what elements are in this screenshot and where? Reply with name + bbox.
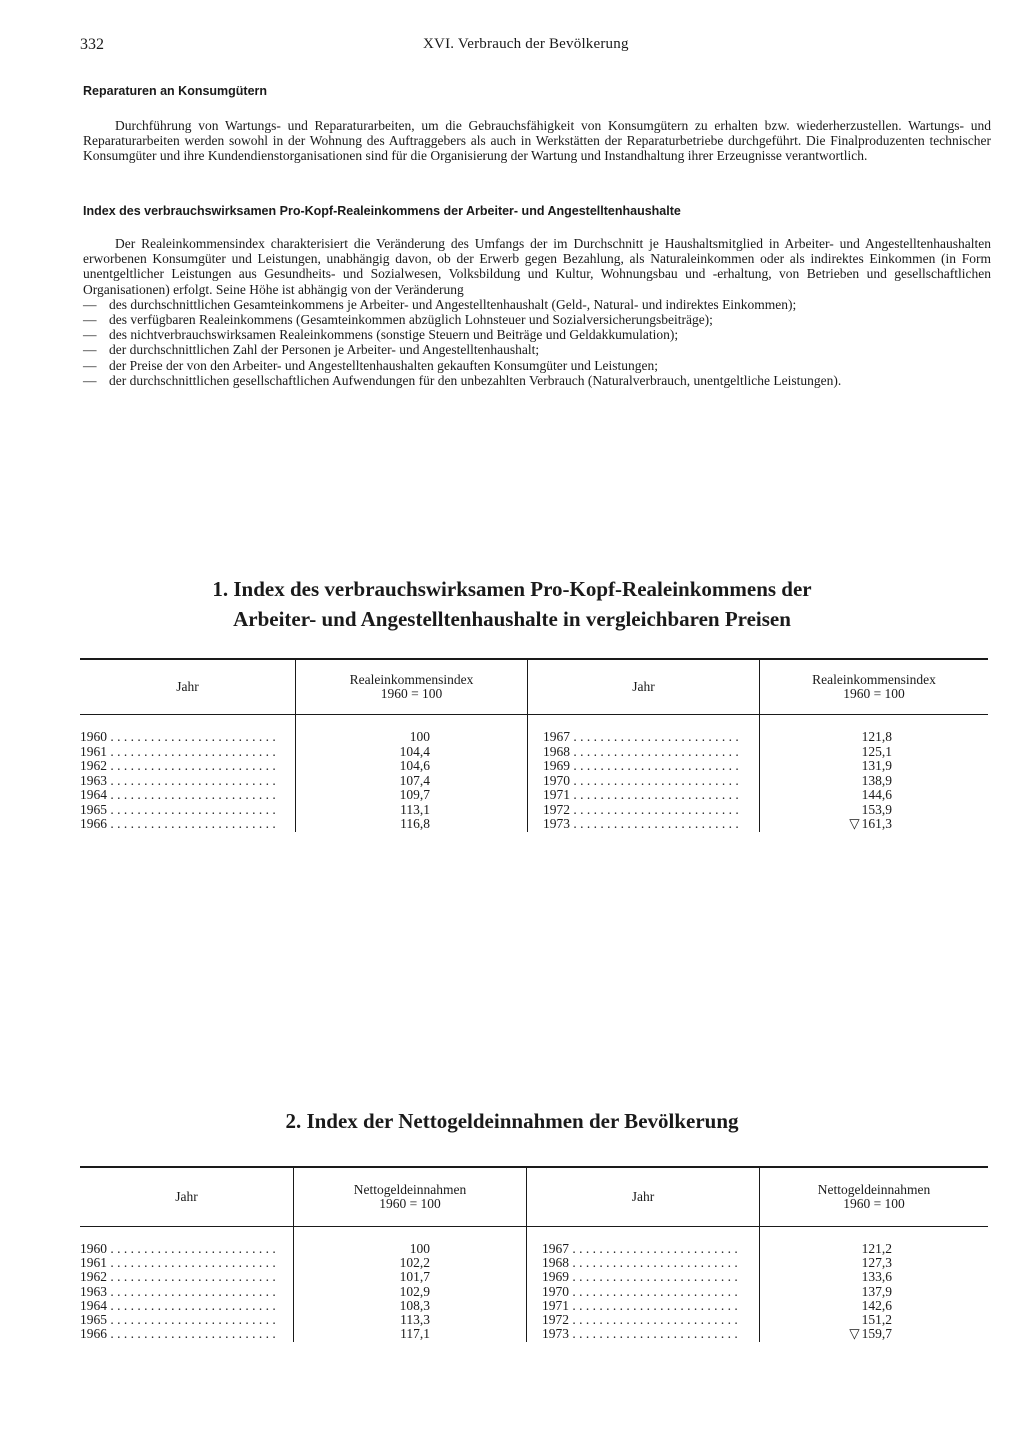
value-text: 151,2 xyxy=(861,1312,892,1327)
table-row-year: 1963 . . . xyxy=(80,774,280,788)
dash: — xyxy=(83,342,97,358)
value-text: 100 xyxy=(409,1241,430,1256)
table-row-year: 1967 . . . xyxy=(542,1242,742,1256)
table-row-value xyxy=(310,803,430,817)
table-row-value xyxy=(310,1242,430,1256)
value-text: 100 xyxy=(409,729,430,744)
table-top-rule xyxy=(80,658,988,660)
table-row-year: 1965 . . . xyxy=(80,803,280,817)
running-head: XVI. Verbrauch der Bevölkerung xyxy=(423,36,629,52)
column-header-label: Realeinkommensindex xyxy=(812,672,936,687)
list-item-text: der durchschnittlichen Zahl der Personen je Arbeiter- und Angestelltenhaushalt; xyxy=(109,342,540,358)
column-header-year-left: Jahr xyxy=(176,679,199,694)
table-row-year: 1962 . . . xyxy=(80,1270,278,1284)
table-row-value xyxy=(772,759,892,773)
table-row-year: 1966 . . . xyxy=(80,817,280,831)
table-row-value xyxy=(772,803,892,817)
table-row-value xyxy=(772,774,892,788)
table-row-value xyxy=(310,1299,430,1313)
value-text: 142,6 xyxy=(861,1297,892,1313)
table-row-year: 1961 . . . xyxy=(80,1256,278,1270)
column-header-base: 1960 = 100 xyxy=(380,686,443,701)
column-header-base: 1960 = 100 xyxy=(379,1196,441,1211)
value-text: 131,9 xyxy=(861,758,892,773)
table1-title-line2: Arbeiter- und Angestelltenhaushalte in vergleichbaren Preisen xyxy=(233,607,791,631)
table-row-year: 1964 . . . xyxy=(80,1299,278,1313)
list-item xyxy=(83,327,991,342)
section-text-repairs xyxy=(83,118,991,164)
table-row-value xyxy=(310,1285,430,1299)
table-row-year: 1973 . . . xyxy=(542,1327,742,1341)
column-header-label: Nettogeldeinnahmen xyxy=(353,1182,467,1197)
table1-title xyxy=(0,574,1024,634)
table-row-year: 1970 . . . xyxy=(543,774,743,788)
table-row-value xyxy=(310,745,430,759)
table-row-year: 1962 . . . xyxy=(80,759,280,773)
table-row-year: 1966 . . . xyxy=(80,1327,278,1341)
table2 xyxy=(80,1166,988,1342)
estimate-marker-icon: ▽ xyxy=(849,1326,860,1342)
value-text: 121,2 xyxy=(861,1241,892,1256)
table-row-year: 1969 . . . xyxy=(542,1270,742,1284)
table-row-year: 1972 . . . xyxy=(542,1313,742,1327)
table-row-value xyxy=(772,1242,892,1256)
value-text: 127,3 xyxy=(861,1255,892,1271)
table-row-year: 1969 . . . xyxy=(543,759,743,773)
table-header-rule xyxy=(80,714,988,715)
value-text: 144,6 xyxy=(861,787,892,802)
table-row-value xyxy=(310,759,430,773)
value-text: 161,3 xyxy=(861,816,892,831)
table-row-year: 1973 . . . xyxy=(543,817,743,831)
table-row-value xyxy=(310,1313,430,1327)
list-item-text: des nichtverbrauchswirksamen Realeinkommens (sonstige Steuern und Beiträge und Geldakkumulation); xyxy=(109,327,679,343)
column-header-base: 1960 = 100 xyxy=(843,1196,905,1211)
section-heading-real-income-index: Index des verbrauchswirksamen Pro-Kopf-Realeinkommens der Arbeiter- und Angestelltenhaushalte xyxy=(83,204,681,218)
table1 xyxy=(80,658,988,834)
table-row-value xyxy=(310,1327,430,1341)
value-text: 102,2 xyxy=(399,1255,430,1271)
value-text: 117,1 xyxy=(400,1326,430,1342)
value-text: 107,4 xyxy=(399,772,430,788)
table-row-year: 1968 . . . xyxy=(543,745,743,759)
table-row-value xyxy=(772,1256,892,1270)
value-text: 101,7 xyxy=(399,1269,430,1285)
value-text: 108,3 xyxy=(399,1297,430,1313)
table-row-year: 1961 . . . xyxy=(80,745,280,759)
bullet-list xyxy=(83,297,991,388)
table-row-value xyxy=(772,788,892,802)
value-text: 104,6 xyxy=(399,758,430,773)
table-row-value xyxy=(772,730,892,744)
dash: — xyxy=(83,372,97,388)
table-row-year: 1971 . . . xyxy=(542,1299,742,1313)
value-text: 133,6 xyxy=(861,1269,892,1285)
paragraph: Durchführung von Wartungs- und Reparaturarbeiten, um die Gebrauchsfähigkeit von Konsumgütern zu erhalten bzw. wiederherzustellen. Wartungs- und Reparaturarbeiten werden sowohl in der Wohnung des Auftraggebers als auch in Werkstätten der Reparaturbetriebe durchgeführt. Die Finalproduzenten technischer Konsumgüter und ihre Kundendienstorganisationen sind für die Organisierung der Wartung und Instandhaltung ihrer Erzeugnisse verantwortlich. xyxy=(83,118,991,164)
value-text: 138,9 xyxy=(861,772,892,788)
section-text-real-income-index xyxy=(83,236,991,388)
table-row-year: 1971 . . . xyxy=(543,788,743,802)
dash: — xyxy=(83,296,97,312)
list-item-text: des verfügbaren Realeinkommens (Gesamteinkommen abzüglich Lohnsteuer und Sozialversicherungsbeiträge); xyxy=(109,312,713,328)
value-text: 113,1 xyxy=(400,801,430,817)
table-row-value xyxy=(310,1256,430,1270)
table-row-year: 1960 . . . xyxy=(80,730,280,744)
value-text: 116,8 xyxy=(400,816,430,831)
table-row-value xyxy=(310,1270,430,1284)
value-text: 102,9 xyxy=(399,1283,430,1299)
value-text: 109,7 xyxy=(399,787,430,802)
section-heading-repairs: Reparaturen an Konsumgütern xyxy=(83,84,268,98)
table-row-year: 1970 . . . xyxy=(542,1285,742,1299)
column-header-year-right: Jahr xyxy=(632,679,655,694)
table-row-value xyxy=(772,1327,892,1341)
table-row-year: 1965 . . . xyxy=(80,1313,278,1327)
table-row-year: 1960 . . . xyxy=(80,1242,278,1256)
list-item xyxy=(83,297,991,312)
table-row-value xyxy=(310,817,430,831)
table-row-value xyxy=(772,1285,892,1299)
table-row-value xyxy=(772,1313,892,1327)
table-top-rule xyxy=(80,1166,988,1168)
value-text: 104,4 xyxy=(399,743,430,759)
list-item-text: der durchschnittlichen gesellschaftlichen Aufwendungen für den unbezahlten Verbrauch (Naturalverbrauch, unentgeltliche Leistungen). xyxy=(109,372,842,388)
list-item xyxy=(83,358,991,373)
paragraph: Der Realeinkommensindex charakterisiert die Veränderung des Umfangs der im Durchschnitt je Haushaltsmitglied in Arbeiter- und Angestelltenhaushalten erworbenen Konsumgüter und Leistungen, unabhängig davon, ob der Erwerb gegen Bezahlung, als Naturaleinkommen oder als indirektes Einkommen (in Form unentgeltlicher Leistungen aus Gesundheits- und Sozialwesen, Volksbildung und Kultur, Wohnungsbau und -erhaltung, von Betrieben und gesellschaftlichen Organisationen) erfolgt. Seine Höhe ist abhängig von der Veränderung xyxy=(83,236,991,297)
table2-title: 2. Index der Nettogeldeinnahmen der Bevölkerung xyxy=(285,1109,739,1133)
table-row-year: 1967 . . . xyxy=(543,730,743,744)
table-row-year: 1964 . . . xyxy=(80,788,280,802)
table-row-year: 1968 . . . xyxy=(542,1256,742,1270)
list-item xyxy=(83,373,991,388)
list-item-text: der Preise der von den Arbeiter- und Angestelltenhaushalten gekauften Konsumgüter und Leistungen; xyxy=(109,357,658,373)
table-row-value xyxy=(772,1270,892,1284)
table-row-value xyxy=(772,817,892,831)
table1-title-line1: 1. Index des verbrauchswirksamen Pro-Kopf-Realeinkommens der xyxy=(212,577,812,601)
column-header-year-right: Jahr xyxy=(631,1189,655,1204)
value-text: 137,9 xyxy=(861,1283,892,1299)
table-row-value xyxy=(772,1299,892,1313)
column-header-value-left xyxy=(294,1183,526,1211)
column-header-value-right xyxy=(760,673,988,701)
list-item xyxy=(83,312,991,327)
value-text: 159,7 xyxy=(861,1326,892,1342)
dash: — xyxy=(83,312,97,328)
table-row-year: 1963 . . . xyxy=(80,1285,278,1299)
value-text: 121,8 xyxy=(861,729,892,744)
table-row-value xyxy=(310,774,430,788)
table-header-rule xyxy=(80,1226,988,1227)
list-item xyxy=(83,342,991,357)
value-text: 125,1 xyxy=(861,743,892,759)
table-row-year: 1972 . . . xyxy=(543,803,743,817)
column-header-base: 1960 = 100 xyxy=(843,686,905,701)
column-header-label: Nettogeldeinnahmen xyxy=(817,1182,931,1197)
list-item-text: des durchschnittlichen Gesamteinkommens je Arbeiter- und Angestelltenhaushalt (Geld-, Natural- und indirektes Einkommen); xyxy=(109,296,797,312)
column-header-year-left: Jahr xyxy=(175,1189,198,1204)
dash: — xyxy=(83,327,97,343)
dash: — xyxy=(83,357,97,373)
column-header-value-right xyxy=(760,1183,988,1211)
table-row-value xyxy=(772,745,892,759)
value-text: 113,3 xyxy=(400,1312,430,1327)
column-header-label: Realeinkommensindex xyxy=(349,672,474,687)
table-row-value xyxy=(310,788,430,802)
page-number: 332 xyxy=(80,36,104,53)
column-header-value-left xyxy=(296,673,527,701)
estimate-marker-icon: ▽ xyxy=(849,816,860,831)
value-text: 153,9 xyxy=(861,801,892,817)
table-row-value xyxy=(310,730,430,744)
